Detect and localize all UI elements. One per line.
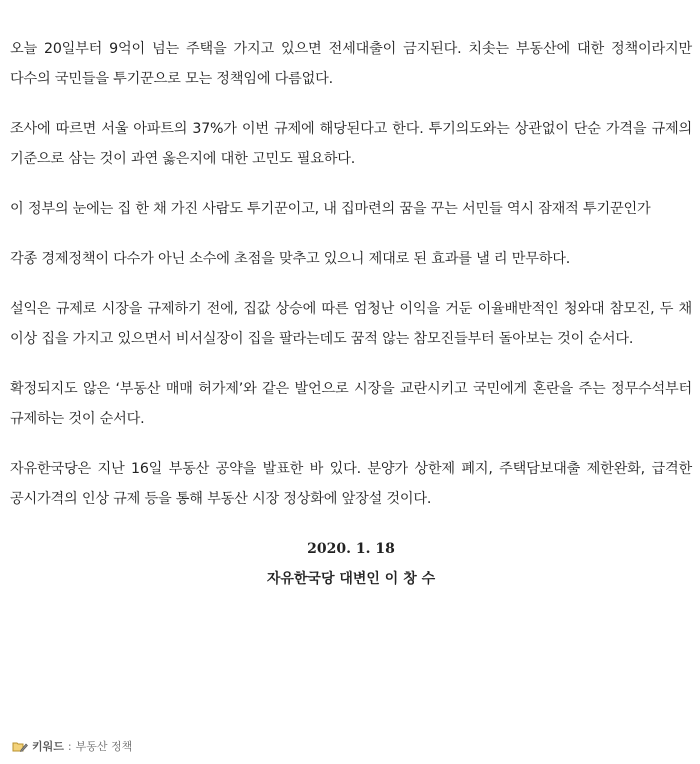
article-paragraph: 각종 경제정책이 다수가 아닌 소수에 초점을 맞추고 있으니 제대로 된 효과를 낼 리 만무하다. bbox=[10, 251, 571, 267]
signature-block bbox=[10, 534, 692, 594]
folder-pencil-icon bbox=[12, 741, 28, 752]
release-date: 2020. 1. 18 bbox=[307, 541, 395, 557]
spokesperson-signature: 자유한국당 대변인 이 창 수 bbox=[266, 571, 436, 587]
keyword-link[interactable]: 부동산 정책 bbox=[75, 740, 133, 753]
article-paragraph: 조사에 따르면 서울 아파트의 37%가 이번 규제에 해당된다고 한다. 투기의도와는 상관없이 단순 가격을 규제의 기준으로 삼는 것이 과연 옳은지에 대한 고민도 필요하다. bbox=[10, 121, 692, 167]
keyword-bar bbox=[12, 737, 132, 755]
article-paragraph: 이 정부의 눈에는 집 한 채 가진 사람도 투기꾼이고, 내 집마련의 꿈을 꾸는 서민들 역시 잠재적 투기꾼인가 bbox=[10, 201, 651, 217]
article-paragraph: 오늘 20일부터 9억이 넘는 주택을 가지고 있으면 전세대출이 금지된다. 치솟는 부동산에 대한 정책이라지만 다수의 국민들을 투기꾼으로 모는 정책임에 다름없다. bbox=[10, 41, 692, 87]
keyword-label: 키워드 bbox=[32, 740, 64, 753]
keyword-separator: : bbox=[67, 739, 72, 753]
article-body bbox=[10, 34, 692, 594]
article-paragraph: 자유한국당은 지난 16일 부동산 공약을 발표한 바 있다. 분양가 상한제 폐지, 주택담보대출 제한완화, 급격한 공시가격의 인상 규제 등을 통해 부동산 시장 정상화에 앞장설 것이다. bbox=[10, 461, 692, 507]
article-paragraph: 확정되지도 않은 ‘부동산 매매 허가제’와 같은 발언으로 시장을 교란시키고 국민에게 혼란을 주는 정무수석부터 규제하는 것이 순서다. bbox=[10, 381, 692, 427]
article-paragraph: 설익은 규제로 시장을 규제하기 전에, 집값 상승에 따른 엄청난 이익을 거둔 이율배반적인 청와대 참모진, 두 채 이상 집을 가지고 있으면서 비서실장이 집을 팔라는데도 꿈적 않는 참모진들부터 돌아보는 것이 순서다. bbox=[10, 301, 692, 347]
